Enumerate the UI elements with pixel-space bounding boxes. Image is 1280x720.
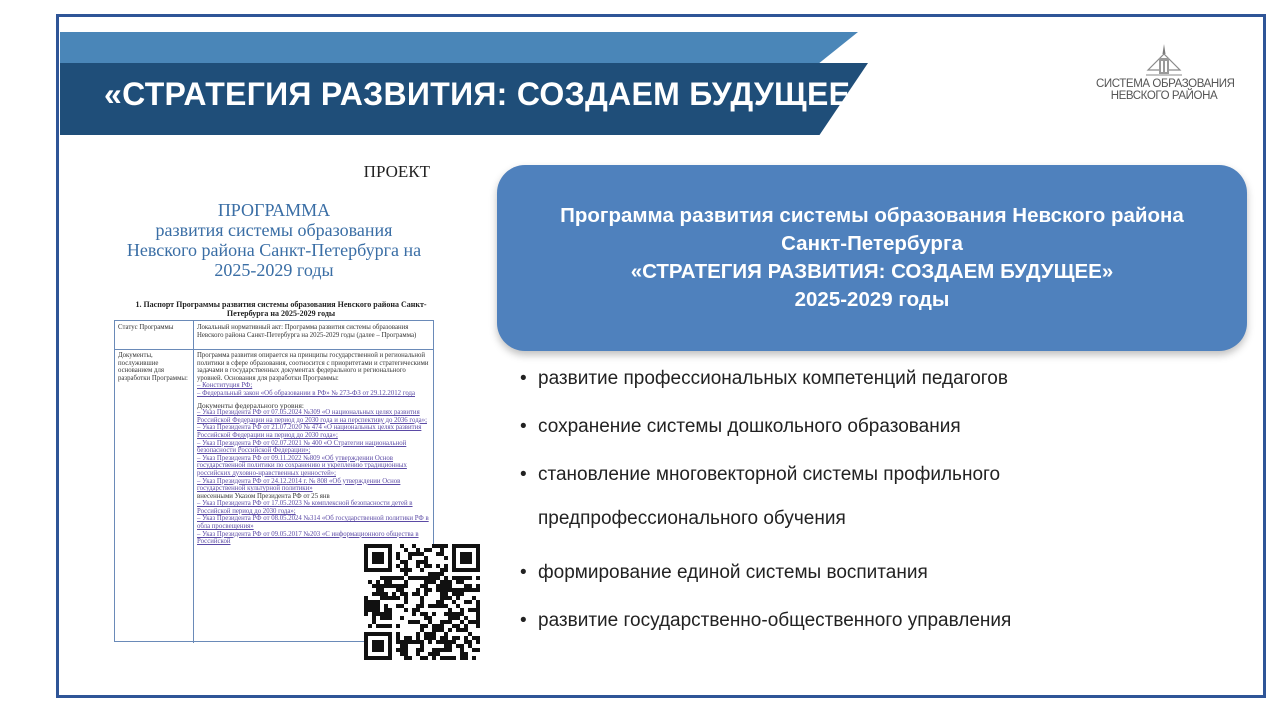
document-title-line: Невского района Санкт-Петербурга на xyxy=(126,240,422,260)
document-reference: – Указ Президента РФ от 08.05.2024 №314 «Об государственной политики РФ в обла просвещения» xyxy=(197,515,429,531)
slide-title: «СТРАТЕГИЯ РАЗВИТИЯ: СОЗДАЕМ БУДУЩЕЕ» xyxy=(104,76,869,112)
list-item: • сохранение системы дошкольного образования xyxy=(520,416,1240,438)
document-reference: – Указ Президента РФ от 02.07.2021 № 400 «О Стратегии национальной безопасности Российской Федерации»; xyxy=(197,439,407,455)
table-cell: Статус Программы xyxy=(118,324,174,331)
document-subheading: Документы федерального уровня: xyxy=(197,400,304,410)
document-title-line: ПРОГРАММА xyxy=(217,200,331,220)
document-reference: – Федеральный закон «Об образовании в РФ» № 273-ФЗ от 29.12.2012 года xyxy=(197,389,416,397)
logo-building-icon xyxy=(1146,44,1182,78)
table-cell xyxy=(197,352,431,546)
logo-text-line1: СИСТЕМА ОБРАЗОВАНИЯ xyxy=(1096,78,1235,90)
document-reference: – Указ Президента РФ от 07.05.2024 №309 «О национальных целях развития Российской Федерации на период до 2030 года и на перспективу до 2036 года»; xyxy=(197,409,427,424)
document-reference: – Указ Президента РФ от 21.07.2020 № 474 «О национальных целях развития Российской Федерации на период до 2030 года»; xyxy=(197,424,422,439)
logo-text-line2: НЕВСКОГО РАЙОНА xyxy=(1110,90,1218,102)
table-divider xyxy=(115,349,434,350)
table-divider xyxy=(193,321,194,643)
program-callout xyxy=(497,165,1247,351)
document-title-line: 2025-2029 годы xyxy=(214,260,334,280)
document-paragraph: Программа развития опирается на принципы государственной и региональной политики в сфере образования, соотносится с приоритетами и стратегическими задачами в государственных документах федерального и регионального уровней. Основания для разработки Программы: xyxy=(197,352,429,382)
qr-code-graphic xyxy=(364,544,480,660)
document-reference: – Указ Президента РФ от 17.05.2023 № комплексной безопасности детей в Российской период до 2030 года»; xyxy=(197,500,413,515)
document-reference: внесенными Указом Президента РФ от 25 янв xyxy=(197,492,330,500)
document-draft-label: ПРОЕКТ xyxy=(363,162,430,181)
document-reference: – Указ Президента РФ от 24.12.2014 г. № 808 «Об утверждении Основ государственной культурной политики» xyxy=(197,477,401,493)
callout-line: Санкт-Петербурга xyxy=(781,232,963,255)
table-cell: Локальный нормативный акт: Программа развития системы образования Невского района Санкт-Петербурга на 2025-2029 годы (далее – Программа) xyxy=(197,324,417,339)
qr-code-icon[interactable] xyxy=(364,544,480,660)
document-passport-heading: 1. Паспорт Программы развития системы образования Невского района Санкт-Петербурга на 2025-2029 годы xyxy=(135,300,427,318)
document-reference: – Указ Президента РФ от 09.11.2022 №809 «Об утверждении Основ государственной политики по сохранению и укреплению традиционных российских духовно-нравственных ценностей»; xyxy=(197,454,407,477)
list-item-continuation: предпрофессионального обучения xyxy=(538,508,846,529)
callout-line: 2025-2029 годы xyxy=(794,288,950,311)
callout-line: Программа развития системы образования Невского района xyxy=(560,204,1184,227)
document-title xyxy=(114,200,434,280)
list-item: • формирование единой системы воспитания xyxy=(520,562,1240,584)
document-reference: – Конституция РФ; xyxy=(197,382,253,390)
list-item: • становление многовекторной системы профильного xyxy=(520,464,1240,486)
table-cell: Документы, послужившие основанием для разработки Программы: xyxy=(118,352,188,382)
priorities-list xyxy=(520,362,1240,632)
list-item: • развитие государственно-общественного управления xyxy=(520,610,1240,632)
banner-accent xyxy=(60,32,858,64)
list-item: • развитие профессиональных компетенций педагогов xyxy=(520,368,1240,390)
document-title-line: развития системы образования xyxy=(155,220,393,240)
document-reference: – Указ Президента РФ от 09.05.2017 №203 «С информационного общества в Российской xyxy=(197,530,419,546)
callout-line: «СТРАТЕГИЯ РАЗВИТИЯ: СОЗДАЕМ БУДУЩЕЕ» xyxy=(630,260,1114,283)
district-logo xyxy=(1096,44,1235,102)
